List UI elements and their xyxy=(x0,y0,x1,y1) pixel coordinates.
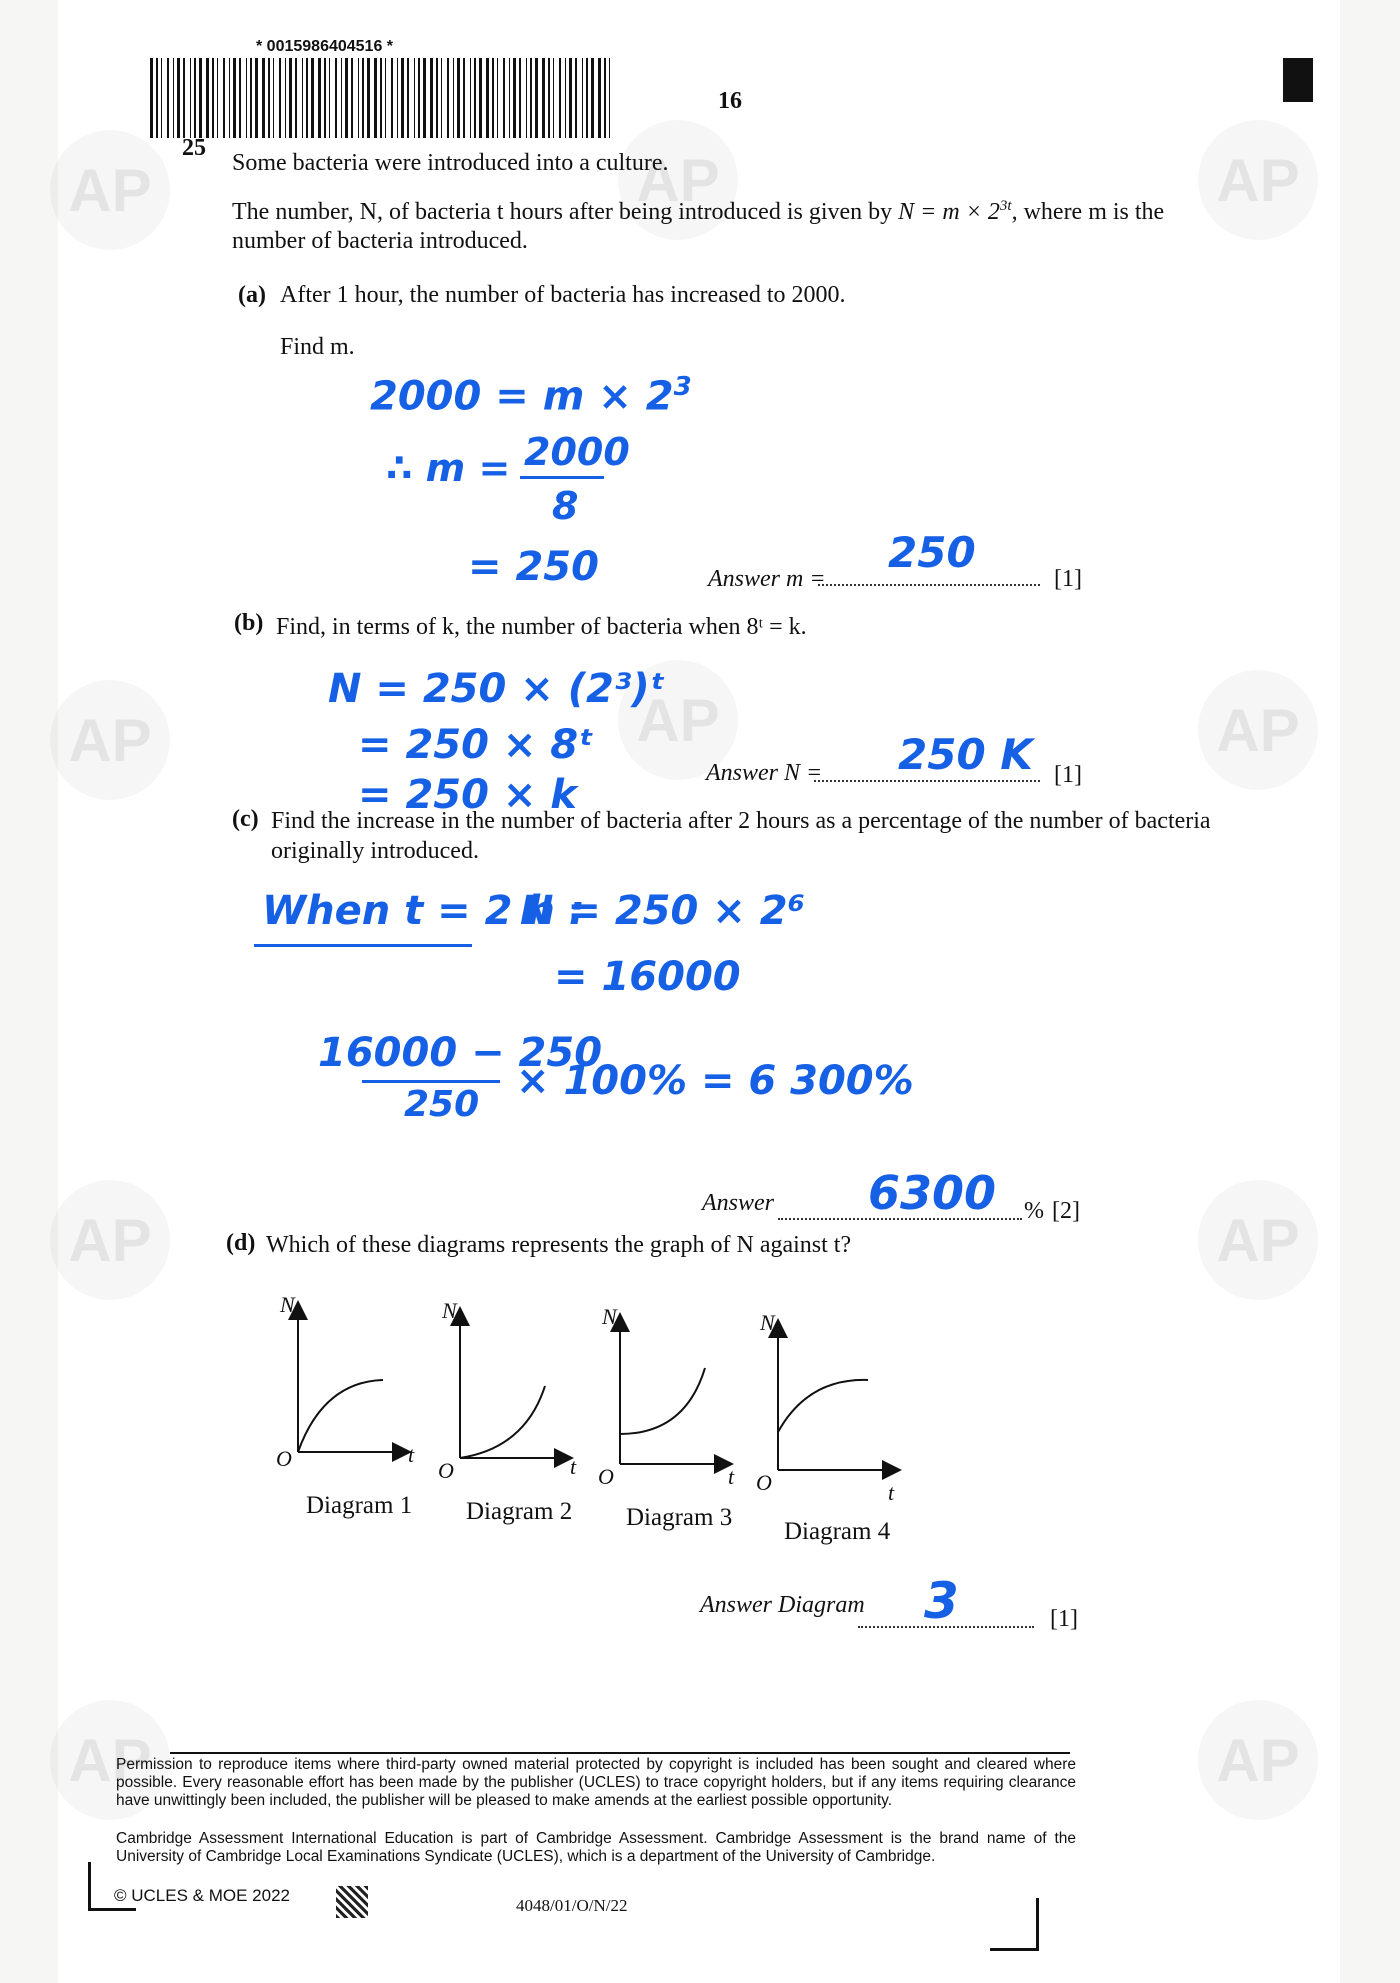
barcode-bar xyxy=(341,58,342,138)
barcode-bar xyxy=(414,58,415,138)
barcode-bar xyxy=(273,58,274,138)
watermark-logo: AP xyxy=(1198,670,1318,790)
barcode-bar xyxy=(519,58,521,138)
footer-permission: Permission to reproduce items where third-party owned material protected by copyright is included has been sought and cleared where possible. Every reasonable effort has been made by the publisher (UCLES) to trace copyright holders, but if any items requiring clearance have unwittingly been included, the publisher will be pleased to make amends at the earliest possible opportunity. xyxy=(116,1756,1076,1809)
barcode-bar xyxy=(289,58,292,138)
part-c-text-continued: originally introduced. xyxy=(271,838,479,864)
part-b-answer-prefix: Answer N = xyxy=(706,760,823,786)
part-a-working-line1: $2000 = m \times 2^3$ xyxy=(370,372,692,420)
part-c-fraction-denominator: 250 xyxy=(404,1084,480,1125)
axis-n-label: N xyxy=(442,1298,457,1323)
barcode-bar xyxy=(324,58,326,138)
barcode-bar xyxy=(391,58,393,138)
watermark-logo: AP xyxy=(618,120,738,240)
axis-t-label: t xyxy=(570,1454,577,1479)
barcode-bar xyxy=(569,58,572,138)
watermark-logo: AP xyxy=(1198,120,1318,240)
part-d-answer-prefix: Answer Diagram xyxy=(700,1592,865,1618)
diagram-4-label: Diagram 4 xyxy=(784,1518,891,1545)
part-a-instruction: Find m. xyxy=(280,334,355,360)
barcode-bar xyxy=(150,58,153,138)
diagram-2-label: Diagram 2 xyxy=(466,1498,573,1525)
crop-mark-right xyxy=(1036,1898,1039,1950)
barcode-bar xyxy=(497,58,498,138)
barcode-bar xyxy=(302,58,303,138)
corner-marker xyxy=(1283,58,1313,102)
barcode-bar xyxy=(233,58,236,138)
diagram-3-label: Diagram 3 xyxy=(626,1504,733,1531)
barcode-bar xyxy=(436,58,438,138)
barcode-bar xyxy=(223,58,225,138)
barcode-bar xyxy=(565,58,566,138)
barcode-bar xyxy=(295,58,297,138)
barcode-bar xyxy=(548,58,550,138)
fraction-bar xyxy=(520,476,604,479)
barcode-bar xyxy=(367,58,370,138)
part-b-text: Find, in terms of k, the number of bacteria when 8ᵗ = k. xyxy=(276,614,807,640)
part-a-answer-line xyxy=(818,584,1040,586)
barcode-bar xyxy=(199,58,202,138)
origin-label: O xyxy=(276,1446,292,1471)
question-formula-line: The number, N, of bacteria t hours after being introduced is given by $N = m \times 2^{3t}$, where m is the xyxy=(232,198,1165,225)
axis-n-label: N xyxy=(280,1292,295,1317)
barcode-bar xyxy=(423,58,426,138)
barcode-bar xyxy=(374,58,377,138)
barcode-bar xyxy=(329,58,330,138)
diagram-3 xyxy=(590,1304,760,1544)
part-c-text: Find the increase in the number of bacteria after 2 hours as a percentage of the number of bacteria xyxy=(271,808,1211,834)
barcode-bar xyxy=(161,58,162,138)
part-b-working-line3: = 250 × k xyxy=(358,772,577,818)
barcode-bar xyxy=(582,58,583,138)
barcode-bar xyxy=(463,58,465,138)
origin-label: O xyxy=(756,1470,772,1495)
diagram-4 xyxy=(748,1310,918,1550)
part-c-answer-value: 6300 xyxy=(868,1166,997,1220)
part-a-working-numerator: 2000 xyxy=(524,430,630,474)
part-c-label: (c) xyxy=(232,806,259,832)
watermark-logo: AP xyxy=(50,680,170,800)
barcode-bar xyxy=(345,58,348,138)
barcode-bar xyxy=(598,58,601,138)
barcode-bar xyxy=(190,58,191,138)
barcode-bar xyxy=(470,58,471,138)
barcode-bar xyxy=(318,58,321,138)
part-c-working-eq1: N = 250 × 2⁶ xyxy=(520,888,806,934)
barcode-bar xyxy=(559,58,561,138)
barcode-bar xyxy=(492,58,494,138)
axis-n-label: N xyxy=(602,1304,617,1329)
barcode-bar xyxy=(335,58,337,138)
part-a-working-result: = 250 xyxy=(468,544,599,590)
axis-n-label: N xyxy=(760,1310,775,1335)
crop-mark-right xyxy=(990,1948,1039,1951)
part-a-text: After 1 hour, the number of bacteria has increased to 2000. xyxy=(280,282,846,308)
barcode-bar xyxy=(311,58,314,138)
axis-t-label: t xyxy=(888,1480,895,1505)
part-b-answer-value: 250 K xyxy=(898,730,1033,779)
barcode-bar xyxy=(212,58,214,138)
question-intro: Some bacteria were introduced into a culture. xyxy=(232,150,669,176)
part-b-marks: [1] xyxy=(1054,762,1082,788)
barcode-bar xyxy=(530,58,532,138)
part-c-working-when: When t = 2 h : xyxy=(262,888,585,934)
barcode-bar xyxy=(351,58,353,138)
question-intro-continued: number of bacteria introduced. xyxy=(232,228,528,254)
barcode-bar xyxy=(206,58,209,138)
barcode-bar xyxy=(430,58,433,138)
barcode-bar xyxy=(591,58,594,138)
axis-t-label: t xyxy=(408,1442,415,1467)
barcode-bar xyxy=(268,58,270,138)
barcode-bar xyxy=(262,58,265,138)
part-b-working-line1: N = 250 × (2³)ᵗ xyxy=(328,666,666,712)
part-a-answer-prefix: Answer m = xyxy=(708,566,826,592)
barcode-bar xyxy=(542,58,545,138)
formula: $N = m \times 2^{3t}$ xyxy=(898,198,1012,225)
barcode-bar xyxy=(535,58,538,138)
crop-mark-left xyxy=(88,1908,136,1911)
part-c-working-eq2: = 16000 xyxy=(554,954,741,1000)
part-a-label: (a) xyxy=(238,282,266,308)
barcode-bar xyxy=(575,58,577,138)
barcode-bar xyxy=(306,58,308,138)
part-b-working-line2: = 250 × 8ᵗ xyxy=(358,722,594,768)
diagram-1-label: Diagram 1 xyxy=(306,1492,413,1519)
barcode-bar xyxy=(156,58,158,138)
barcode-bar xyxy=(509,58,510,138)
barcode-bar xyxy=(229,58,230,138)
barcode-bar xyxy=(486,58,489,138)
footer-copyright: © UCLES & MOE 2022 xyxy=(114,1886,290,1905)
part-c-answer-unit: % xyxy=(1024,1198,1044,1224)
diagram-3-graph xyxy=(590,1304,760,1504)
watermark-logo: AP xyxy=(50,1700,170,1820)
barcode-bar xyxy=(177,58,180,138)
barcode-bar xyxy=(183,58,185,138)
barcode-bar xyxy=(418,58,420,138)
watermark-logo: AP xyxy=(618,660,738,780)
watermark-logo: AP xyxy=(1198,1700,1318,1820)
part-a-working-denominator: 8 xyxy=(552,484,579,528)
barcode-bar xyxy=(255,58,258,138)
barcode-bar xyxy=(279,58,281,138)
barcode-bar xyxy=(474,58,476,138)
crop-mark-left xyxy=(88,1862,91,1910)
barcode-number: * 0015986404516 * xyxy=(256,38,394,55)
barcode-bar xyxy=(441,58,442,138)
diagram-2 xyxy=(430,1298,600,1538)
footer-cambridge: Cambridge Assessment International Education is part of Cambridge Assessment. Cambridge Assessment is the brand name of the University of Cambridge Local Examinations Syndicate (UCLES), which is a department of the University of Cambridge. xyxy=(116,1830,1076,1865)
question-number: 25 xyxy=(182,135,206,161)
part-b-label: (b) xyxy=(234,610,264,636)
barcode-bar xyxy=(173,58,174,138)
barcode-bar xyxy=(447,58,449,138)
barcode xyxy=(150,58,620,138)
barcode-bar xyxy=(401,58,404,138)
barcode-bar xyxy=(513,58,516,138)
part-d-text: Which of these diagrams represents the graph of N against t? xyxy=(266,1232,852,1258)
barcode-bar xyxy=(453,58,454,138)
barcode-bar xyxy=(526,58,527,138)
footer-divider xyxy=(170,1752,1070,1754)
part-c-working-result: × 100% = 6 300% xyxy=(516,1058,914,1104)
watermark-logo: AP xyxy=(50,130,170,250)
exam-page xyxy=(58,0,1340,1983)
part-a-working-prefix: ∴ m = xyxy=(386,446,511,490)
barcode-bar xyxy=(358,58,359,138)
axis-t-label: t xyxy=(728,1464,735,1489)
footer-code: 4048/01/O/N/22 xyxy=(516,1896,628,1915)
page-number: 16 xyxy=(718,88,742,114)
qr-code xyxy=(336,1886,368,1918)
barcode-bar xyxy=(503,58,505,138)
part-d-label: (d) xyxy=(226,1230,256,1256)
barcode-bar xyxy=(246,58,247,138)
barcode-bar xyxy=(380,58,382,138)
part-c-fraction-numerator: 16000 − 250 xyxy=(318,1030,603,1076)
part-d-marks: [1] xyxy=(1050,1606,1078,1632)
underline xyxy=(254,944,472,947)
barcode-bar xyxy=(397,58,398,138)
origin-label: O xyxy=(598,1464,614,1489)
part-a-answer-value: 250 xyxy=(888,528,976,577)
origin-label: O xyxy=(438,1458,454,1483)
barcode-bar xyxy=(250,58,252,138)
barcode-bar xyxy=(362,58,364,138)
barcode-bar xyxy=(167,58,169,138)
part-a-marks: [1] xyxy=(1054,566,1082,592)
barcode-bar xyxy=(385,58,386,138)
part-c-answer-prefix: Answer xyxy=(702,1190,774,1216)
barcode-bar xyxy=(609,58,610,138)
part-c-marks: [2] xyxy=(1052,1198,1080,1224)
barcode-bar xyxy=(604,58,606,138)
barcode-bar xyxy=(553,58,554,138)
part-d-answer-value: 3 xyxy=(924,1572,959,1630)
part-b-answer-line xyxy=(814,780,1040,782)
watermark-logo: AP xyxy=(1198,1180,1318,1300)
fraction-bar xyxy=(362,1080,500,1083)
watermark-logo: AP xyxy=(50,1180,170,1300)
barcode-bar xyxy=(407,58,409,138)
barcode-bar xyxy=(285,58,286,138)
barcode-bar xyxy=(217,58,218,138)
diagram-1 xyxy=(268,1292,438,1532)
barcode-bar xyxy=(479,58,482,138)
barcode-bar xyxy=(239,58,241,138)
barcode-bar xyxy=(194,58,196,138)
barcode-bar xyxy=(586,58,588,138)
barcode-bar xyxy=(457,58,460,138)
